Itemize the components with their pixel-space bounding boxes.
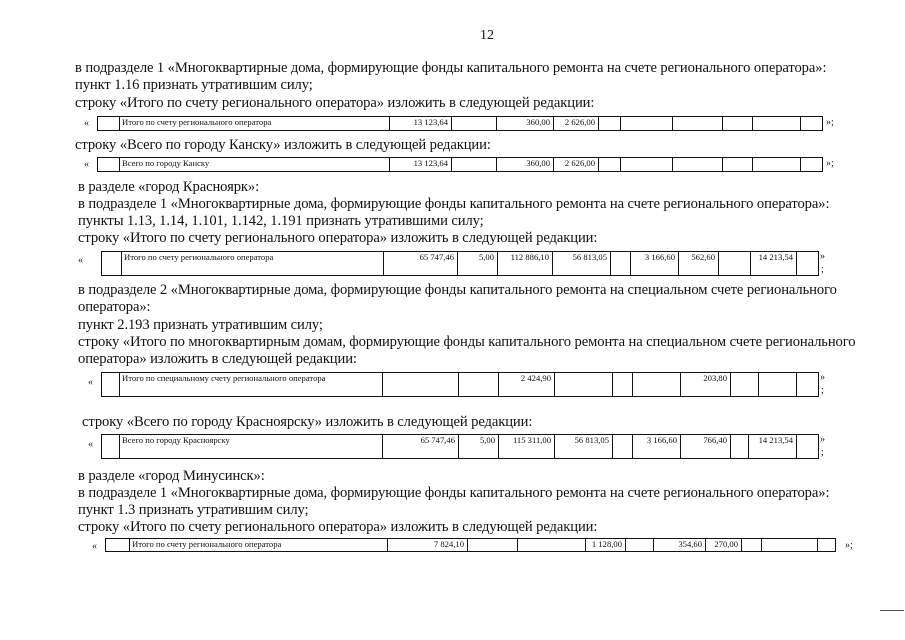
table-cell (468, 539, 518, 552)
table-cell: 65 747,46 (384, 252, 458, 276)
row-label: Итого по счету регионального оператора (122, 252, 384, 276)
table-row (98, 158, 823, 172)
text-line: строку «Итого по счету регионального оператора» изложить в следующей редакции: (75, 95, 595, 111)
table-cell (613, 435, 633, 459)
open-quote: « (78, 255, 83, 266)
table-cell (102, 435, 120, 459)
text-line: в подразделе 1 «Многоквартирные дома, формирующие фонды капитального ремонта на счете регионального оператора»: (75, 60, 827, 76)
table-cell: 3 166,60 (633, 435, 681, 459)
table-cell: 360,00 (497, 117, 554, 131)
table-cell (797, 435, 819, 459)
close-quote: »; (826, 158, 834, 169)
table-cell (801, 158, 823, 172)
text-line: строку «Итого по счету регионального оператора» изложить в следующей редакции: (78, 519, 598, 535)
open-quote: « (92, 541, 97, 552)
table-cell (106, 539, 130, 552)
table-cell: 1 128,00 (586, 539, 626, 552)
open-quote: « (84, 118, 89, 129)
table-cell (719, 252, 751, 276)
table-total-minusinsk-regional (105, 538, 836, 552)
table-total-kansk-regional (97, 116, 823, 131)
table-cell: 56 813,05 (553, 252, 611, 276)
close-quote: » (820, 434, 825, 445)
table-cell: 2 626,00 (554, 158, 599, 172)
table-cell (797, 373, 819, 397)
text-line: в разделе «город Минусинск»: (78, 468, 265, 484)
text-line: в подразделе 1 «Многоквартирные дома, формирующие фонды капитального ремонта на счете регионального оператора»: (78, 485, 830, 501)
table-cell: 203,80 (681, 373, 731, 397)
text-line: пункт 1.16 признать утратившим силу; (75, 77, 313, 93)
table-row (98, 117, 823, 131)
table-cell: 766,40 (681, 435, 731, 459)
table-cell (723, 158, 753, 172)
table-cell (555, 373, 613, 397)
table-cell (102, 373, 120, 397)
table-cell (731, 373, 759, 397)
table-cell (626, 539, 654, 552)
table-total-krasnoyarsk-city (101, 434, 819, 459)
row-label: Итого по специальному счету регионального оператора (120, 373, 383, 397)
table-cell (762, 539, 818, 552)
table-row (102, 435, 819, 459)
table-cell (753, 117, 801, 131)
table-cell (723, 117, 753, 131)
table-cell (759, 373, 797, 397)
table-cell (742, 539, 762, 552)
text-line: строку «Итого по счету регионального оператора» изложить в следующей редакции: (78, 230, 598, 246)
table-cell (621, 158, 673, 172)
table-cell: 354,60 (654, 539, 706, 552)
table-cell (518, 539, 586, 552)
row-label: Итого по счету регионального оператора (130, 539, 388, 552)
page-number: 12 (480, 28, 494, 43)
text-line: в подразделе 2 «Многоквартирные дома, формирующие фонды капитального ремонта на специальном счете регионального (78, 282, 837, 298)
text-line: оператора»: (78, 299, 151, 315)
row-label: Всего по городу Канску (120, 158, 390, 172)
text-line: оператора» изложить в следующей редакции: (78, 351, 357, 367)
text-line: пункт 1.3 признать утратившим силу; (78, 502, 309, 518)
table-cell (98, 117, 120, 131)
text-line: пункты 1.13, 1.14, 1.101, 1.142, 1.191 признать утратившими силу; (78, 213, 484, 229)
table-cell: 3 166,60 (631, 252, 679, 276)
table-cell: 112 886,10 (498, 252, 553, 276)
table-cell (797, 252, 819, 276)
table-cell (673, 117, 723, 131)
close-quote: »; (845, 540, 853, 551)
table-cell (599, 117, 621, 131)
table-cell: 13 123,64 (390, 117, 452, 131)
table-cell (613, 373, 633, 397)
table-cell: 2 424,90 (499, 373, 555, 397)
table-cell: 14 213,54 (751, 252, 797, 276)
table-cell: 7 824,10 (388, 539, 468, 552)
table-cell (452, 158, 497, 172)
table-row (102, 373, 819, 397)
text-line: в разделе «город Красноярк»: (78, 179, 260, 195)
table-cell (818, 539, 836, 552)
table-cell (452, 117, 497, 131)
open-quote: « (84, 159, 89, 170)
table-cell: 5,00 (458, 252, 498, 276)
table-cell: 5,00 (459, 435, 499, 459)
open-quote: « (88, 377, 93, 388)
table-cell: 562,60 (679, 252, 719, 276)
table-cell (459, 373, 499, 397)
table-total-kansk-city (97, 157, 823, 172)
table-cell (102, 252, 122, 276)
table-cell (673, 158, 723, 172)
table-total-special-account (101, 372, 819, 397)
table-cell (731, 435, 749, 459)
table-cell (801, 117, 823, 131)
table-cell: 2 626,00 (554, 117, 599, 131)
table-cell (611, 252, 631, 276)
close-quote: »; (826, 117, 834, 128)
table-cell (621, 117, 673, 131)
table-cell: 56 813,05 (555, 435, 613, 459)
text-line: в подразделе 1 «Многоквартирные дома, формирующие фонды капитального ремонта на счете регионального оператора»: (78, 196, 830, 212)
semicolon: ; (821, 264, 824, 275)
text-line: строку «Итого по многоквартирным домам, формирующие фонды капитального ремонта на специальном счете регионального (78, 334, 856, 350)
table-cell: 13 123,64 (390, 158, 452, 172)
semicolon: ; (821, 447, 824, 458)
open-quote: « (88, 439, 93, 450)
table-cell (753, 158, 801, 172)
scan-edge-mark (880, 610, 904, 611)
table-cell: 360,00 (497, 158, 554, 172)
text-line: строку «Всего по городу Красноярску» изложить в следующей редакции: (82, 414, 533, 430)
table-cell: 65 747,46 (383, 435, 459, 459)
close-quote: » (820, 251, 825, 262)
row-label: Всего по городу Красноярску (120, 435, 383, 459)
table-cell (383, 373, 459, 397)
table-total-krasnoyarsk-regional (101, 251, 819, 276)
table-cell: 270,00 (706, 539, 742, 552)
table-cell (599, 158, 621, 172)
table-cell (633, 373, 681, 397)
text-line: строку «Всего по городу Канску» изложить в следующей редакции: (75, 137, 491, 153)
text-line: пункт 2.193 признать утратившим силу; (78, 317, 323, 333)
table-row (102, 252, 819, 276)
table-cell: 115 311,00 (499, 435, 555, 459)
table-cell: 14 213,54 (749, 435, 797, 459)
close-quote: » (820, 372, 825, 383)
table-cell (98, 158, 120, 172)
row-label: Итого по счету регионального оператора (120, 117, 390, 131)
table-row (106, 539, 836, 552)
semicolon: ; (821, 385, 824, 396)
